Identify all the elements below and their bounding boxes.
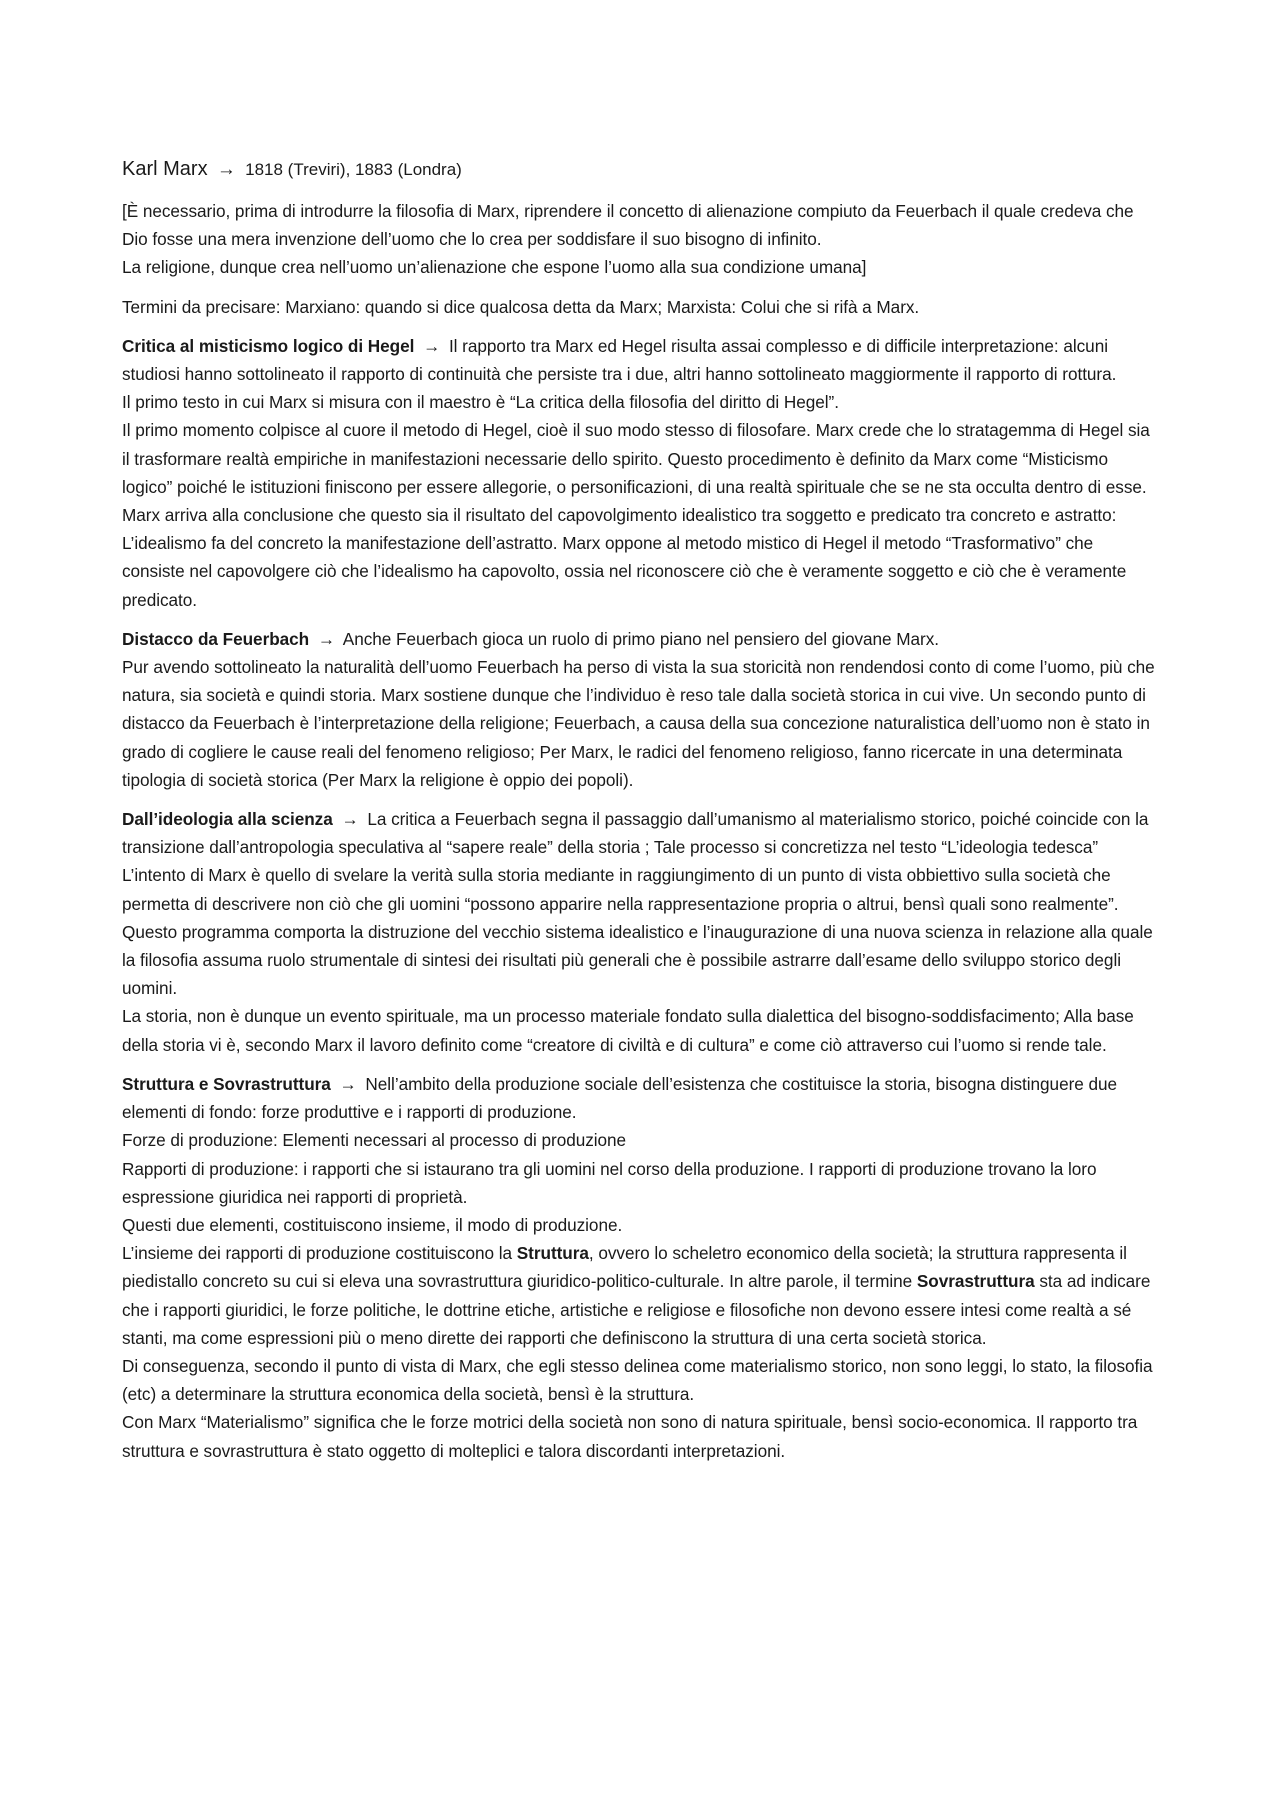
ideologia-line-3: La storia, non è dunque un evento spirituale, ma un processo materiale fondato sulla dialettica del bisogno-soddisfacimento; Alla base della storia vi è, secondo Marx il lavoro definito come “creatore di civiltà e di cultura” e come ciò attraverso cui l’uomo si rende tale. — [122, 1006, 1134, 1055]
intro-line-1: [È necessario, prima di introdurre la filosofia di Marx, riprendere il concetto di alienazione compiuto da Feuerbach il quale credeva che Dio fosse una mera invenzione dell’uomo che lo crea per soddisfare il suo bisogno di infinito. — [122, 201, 1134, 250]
title-name: Karl Marx — [122, 158, 208, 180]
section-feuerbach — [122, 625, 1160, 794]
struttura-lead-line — [122, 1070, 1160, 1126]
struttura-line-5c: , ovvero lo scheletro economico della società; la struttura rappresenta il piedistallo concreto su cui si eleva una sovrastruttura giuridico-politico-culturale. In altre parole, il termine — [122, 1243, 1127, 1292]
section-struttura — [122, 1070, 1160, 1465]
title-dates: 1818 (Treviri), 1883 (Londra) — [245, 160, 462, 179]
arrow-right-icon: → — [317, 628, 335, 649]
arrow-right-icon: → — [216, 159, 236, 180]
arrow-right-icon: → — [339, 1073, 357, 1094]
intro-paragraph — [122, 197, 1160, 282]
section-heading-struttura: Struttura e Sovrastruttura — [122, 1073, 331, 1094]
feuerbach-lead-line — [122, 625, 1160, 653]
section-ideologia — [122, 805, 1160, 1059]
struttura-line-7: Con Marx “Materialismo” significa che le forze motrici della società non sono di natura spirituale, bensì socio-economica. Il rapporto tra struttura e sovrastruttura è stato oggetto di molteplici e talora discordanti interpretazioni. — [122, 1412, 1138, 1461]
feuerbach-line-2: Pur avendo sottolineato la naturalità dell’uomo Feuerbach ha perso di vista la sua storicità non rendendosi conto di come l’uomo, più che natura, sia società e quindi storia. Marx sostiene dunque che l’individuo è reso tale dalla società storica in cui vive. Un secondo punto di distacco da Feuerbach è l’interpretazione della religione; Feuerbach, a causa della sua concezione naturalistica dell’uomo non è stato in grado di cogliere le cause reali del fenomeno religioso; Per Marx, le radici del fenomeno religioso, fanno ricercate in una determinata tipologia di società storica (Per Marx la religione è oppio dei popoli). — [122, 657, 1155, 790]
section-heading-feuerbach: Distacco da Feuerbach — [122, 628, 310, 649]
struttura-line-2: Forze di produzione: Elementi necessari al processo di produzione — [122, 1130, 627, 1151]
intro-line-2: La religione, dunque crea nell’uomo un’alienazione che espone l’uomo alla sua condizione umana] — [122, 257, 867, 278]
terms-paragraph: Termini da precisare: Marxiano: quando si dice qualcosa detta da Marx; Marxista: Colui che si rifà a Marx. — [122, 296, 920, 317]
hegel-lead-line — [122, 332, 1160, 388]
struttura-lead-text: Nell’ambito della produzione sociale dell’esistenza che costituisce la storia, bisogna distinguere due elementi di fondo: forze produttive e i rapporti di produzione. — [122, 1073, 1118, 1123]
term-sovrastruttura: Sovrastruttura — [916, 1271, 1035, 1292]
arrow-right-icon: → — [341, 809, 359, 830]
hegel-line-2: Il primo testo in cui Marx si misura con il maestro è “La critica della filosofia del diritto di Hegel”. — [122, 392, 839, 413]
ideologia-lead-line — [122, 805, 1160, 861]
feuerbach-lead-text: Anche Feuerbach gioca un ruolo di primo piano nel pensiero del giovane Marx. — [342, 628, 940, 649]
arrow-right-icon: → — [423, 335, 441, 356]
ideologia-line-2: L’intento di Marx è quello di svelare la verità sulla storia mediante in raggiungimento di un punto di vista obbiettivo sulla società che permetta di descrivere non ciò che gli uomini “possono apparire nella rappresentazione propria o altrui, bensì quali sono realmente”. Questo programma comporta la distruzione del vecchio sistema idealistico e l’inaugurazione di una nuova scienza in relazione alla quale la filosofia assuma ruolo strumentale di sintesi dei risultati più generali che è possibile astrarre dall’esame dello sviluppo storico degli uomini. — [122, 865, 1153, 999]
document-title — [122, 154, 1160, 185]
struttura-line-4: Questi due elementi, costituiscono insieme, il modo di produzione. — [122, 1214, 623, 1235]
struttura-line-5a: L’insieme dei rapporti di produzione costituiscono la — [122, 1243, 517, 1264]
section-heading-ideologia: Dall’ideologia alla scienza — [122, 809, 333, 830]
struttura-line-6: Di conseguenza, secondo il punto di vista di Marx, che egli stesso delinea come materialismo storico, non sono leggi, lo stato, la filosofia (etc) a determinare la struttura economica della società, bensì è la struttura. — [122, 1355, 1153, 1405]
struttura-line-5 — [122, 1239, 1160, 1352]
term-struttura: Struttura — [516, 1243, 589, 1264]
hegel-lead-text: Il rapporto tra Marx ed Hegel risulta assai complesso e di difficile interpretazione: alcuni studiosi hanno sottolineato il rapporto di continuità che persiste tra i due, altri hanno sottolineato maggiormente il rapporto di rottura. — [122, 335, 1117, 385]
struttura-line-3: Rapporti di produzione: i rapporti che si istaurano tra gli uomini nel corso della produzione. I rapporti di produzione trovano la loro espressione giuridica nei rapporti di proprietà. — [122, 1158, 1097, 1207]
struttura-line-5e: sta ad indicare che i rapporti giuridici, le forze politiche, le dottrine etiche, artistiche e religiose e filosofiche non devono essere intesi come realtà a sé stanti, ma come espressioni più o meno dirette dei rapporti che definiscono la struttura di una certa società storica. — [122, 1271, 1151, 1348]
hegel-line-3: Il primo momento colpisce al cuore il metodo di Hegel, cioè il suo modo stesso di filosofare. Marx crede che lo stratagemma di Hegel sia il trasformare realtà empiriche in manifestazioni necessarie dello spirito. Questo procedimento è definito da Marx come “Misticismo logico” poiché le istituzioni finiscono per essere allegorie, o personificazioni, di una realtà spirituale che se ne sta occulta dentro di esse. Marx arriva alla conclusione che questo sia il risultato del capovolgimento idealistico tra soggetto e predicato tra concreto e astratto: L’idealismo fa del concreto la manifestazione dell’astratto. Marx oppone al metodo mistico di Hegel il metodo “Trasformativo” che consiste nel capovolgere ciò che l’idealismo ha capovolto, ossia nel riconoscere ciò che è veramente soggetto e ciò che è veramente predicato. — [122, 420, 1150, 610]
section-hegel — [122, 332, 1160, 614]
ideologia-lead-text: La critica a Feuerbach segna il passaggio dall’umanismo al materialismo storico, poiché coincide con la transizione dall’antropologia speculativa al “sapere reale” della storia ; Tale processo si concretizza nel testo “L’ideologia tedesca” — [122, 809, 1149, 858]
section-heading-hegel: Critica al misticismo logico di Hegel — [122, 335, 415, 356]
